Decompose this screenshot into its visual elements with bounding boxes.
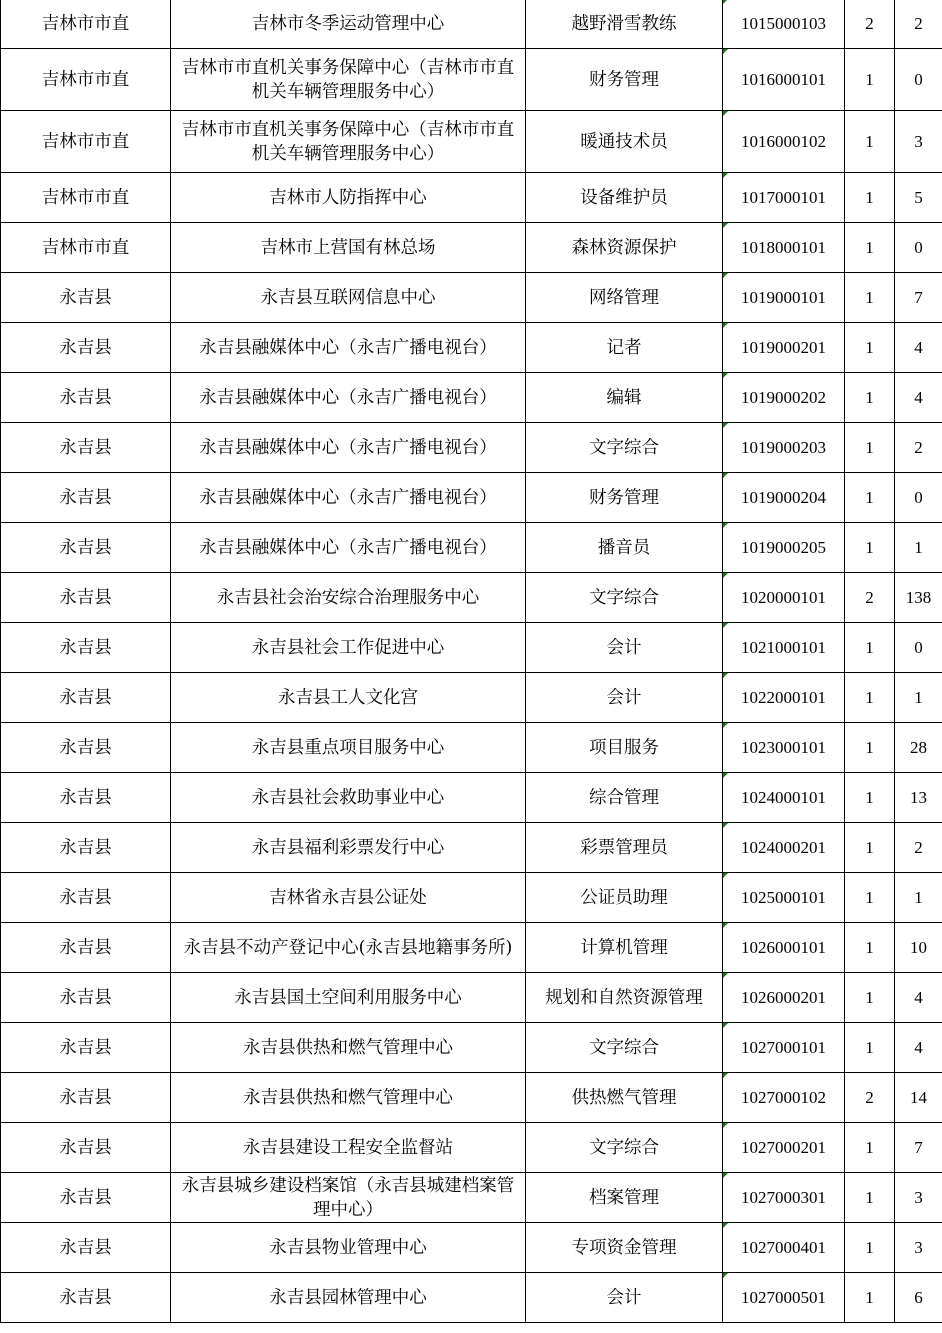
position-name-cell: 暖通技术员 (526, 111, 723, 173)
hiring-count-cell: 1 (845, 423, 895, 473)
unit-name-cell: 永吉县物业管理中心 (171, 1223, 526, 1273)
table-row (1, 323, 942, 373)
position-code-cell: 1027000401 (723, 1223, 845, 1273)
hiring-count-cell: 2 (845, 1073, 895, 1123)
position-name-cell: 播音员 (526, 523, 723, 573)
position-code-cell: 1019000201 (723, 323, 845, 373)
region-cell: 永吉县 (1, 1023, 171, 1073)
position-name-cell: 专项资金管理 (526, 1223, 723, 1273)
applicant-count-cell: 13 (895, 773, 942, 823)
hiring-count-cell: 1 (845, 723, 895, 773)
applicant-count-cell: 4 (895, 373, 942, 423)
position-code-cell: 1024000101 (723, 773, 845, 823)
region-cell: 吉林市市直 (1, 0, 171, 49)
position-name-cell: 综合管理 (526, 773, 723, 823)
unit-name-cell: 永吉县福利彩票发行中心 (171, 823, 526, 873)
position-name-cell: 网络管理 (526, 273, 723, 323)
position-name-cell: 编辑 (526, 373, 723, 423)
applicant-count-cell: 0 (895, 623, 942, 673)
unit-name-cell: 吉林市冬季运动管理中心 (171, 0, 526, 49)
applicant-count-cell: 0 (895, 223, 942, 273)
table-row (1, 1173, 942, 1223)
position-name-cell: 规划和自然资源管理 (526, 973, 723, 1023)
applicant-count-cell: 4 (895, 1023, 942, 1073)
applicant-count-cell: 7 (895, 273, 942, 323)
region-cell: 永吉县 (1, 523, 171, 573)
position-name-cell: 财务管理 (526, 49, 723, 111)
hiring-count-cell: 1 (845, 823, 895, 873)
applicant-count-cell: 138 (895, 573, 942, 623)
table-row (1, 773, 942, 823)
position-name-cell: 会计 (526, 673, 723, 723)
hiring-count-cell: 1 (845, 111, 895, 173)
hiring-count-cell: 1 (845, 973, 895, 1023)
applicant-count-cell: 1 (895, 873, 942, 923)
hiring-count-cell: 1 (845, 1173, 895, 1223)
applicant-count-cell: 1 (895, 523, 942, 573)
region-cell: 永吉县 (1, 423, 171, 473)
table-row (1, 673, 942, 723)
hiring-count-cell: 1 (845, 223, 895, 273)
region-cell: 永吉县 (1, 1073, 171, 1123)
table-row (1, 273, 942, 323)
region-cell: 永吉县 (1, 873, 171, 923)
region-cell: 永吉县 (1, 823, 171, 873)
table-row (1, 111, 942, 173)
table-row (1, 223, 942, 273)
unit-name-cell: 永吉县不动产登记中心(永吉县地籍事务所) (171, 923, 526, 973)
table-row (1, 523, 942, 573)
unit-name-cell: 永吉县建设工程安全监督站 (171, 1123, 526, 1173)
applicant-count-cell: 0 (895, 473, 942, 523)
applicant-count-cell: 3 (895, 1223, 942, 1273)
unit-name-cell: 永吉县融媒体中心（永吉广播电视台） (171, 523, 526, 573)
applicant-count-cell: 2 (895, 0, 942, 49)
position-code-cell: 1019000202 (723, 373, 845, 423)
region-cell: 永吉县 (1, 1223, 171, 1273)
unit-name-cell: 永吉县融媒体中心（永吉广播电视台） (171, 323, 526, 373)
applicant-count-cell: 2 (895, 823, 942, 873)
unit-name-cell: 永吉县园林管理中心 (171, 1273, 526, 1323)
position-code-cell: 1017000101 (723, 173, 845, 223)
position-name-cell: 财务管理 (526, 473, 723, 523)
region-cell: 永吉县 (1, 673, 171, 723)
hiring-count-cell: 2 (845, 0, 895, 49)
unit-name-cell: 永吉县社会工作促进中心 (171, 623, 526, 673)
position-code-cell: 1019000204 (723, 473, 845, 523)
region-cell: 永吉县 (1, 773, 171, 823)
unit-name-cell: 永吉县城乡建设档案馆（永吉县城建档案管理中心） (171, 1173, 526, 1223)
region-cell: 吉林市市直 (1, 111, 171, 173)
position-code-cell: 1022000101 (723, 673, 845, 723)
hiring-count-cell: 1 (845, 773, 895, 823)
region-cell: 永吉县 (1, 473, 171, 523)
position-name-cell: 文字综合 (526, 423, 723, 473)
applicant-count-cell: 14 (895, 1073, 942, 1123)
position-name-cell: 文字综合 (526, 1023, 723, 1073)
hiring-count-cell: 1 (845, 323, 895, 373)
table-row (1, 423, 942, 473)
table-row (1, 49, 942, 111)
hiring-count-cell: 1 (845, 1223, 895, 1273)
position-code-cell: 1023000101 (723, 723, 845, 773)
table-row (1, 823, 942, 873)
table-row (1, 173, 942, 223)
region-cell: 永吉县 (1, 923, 171, 973)
position-name-cell: 森林资源保护 (526, 223, 723, 273)
applicant-count-cell: 3 (895, 111, 942, 173)
position-code-cell: 1016000102 (723, 111, 845, 173)
hiring-count-cell: 1 (845, 473, 895, 523)
position-name-cell: 文字综合 (526, 573, 723, 623)
table-body (1, 0, 942, 1323)
region-cell: 吉林市市直 (1, 173, 171, 223)
unit-name-cell: 永吉县互联网信息中心 (171, 273, 526, 323)
position-code-cell: 1019000203 (723, 423, 845, 473)
unit-name-cell: 吉林市市直机关事务保障中心（吉林市市直机关车辆管理服务中心） (171, 49, 526, 111)
hiring-count-cell: 1 (845, 923, 895, 973)
unit-name-cell: 永吉县社会治安综合治理服务中心 (171, 573, 526, 623)
applicant-count-cell: 4 (895, 973, 942, 1023)
table-row (1, 0, 942, 49)
position-name-cell: 越野滑雪教练 (526, 0, 723, 49)
applicant-count-cell: 28 (895, 723, 942, 773)
unit-name-cell: 吉林市上营国有林总场 (171, 223, 526, 273)
applicant-count-cell: 2 (895, 423, 942, 473)
applicant-count-cell: 4 (895, 323, 942, 373)
hiring-count-cell: 2 (845, 573, 895, 623)
hiring-count-cell: 1 (845, 173, 895, 223)
position-code-cell: 1018000101 (723, 223, 845, 273)
region-cell: 永吉县 (1, 373, 171, 423)
region-cell: 永吉县 (1, 1123, 171, 1173)
position-code-cell: 1027000501 (723, 1273, 845, 1323)
position-code-cell: 1026000201 (723, 973, 845, 1023)
unit-name-cell: 永吉县融媒体中心（永吉广播电视台） (171, 473, 526, 523)
position-name-cell: 彩票管理员 (526, 823, 723, 873)
table-row (1, 973, 942, 1023)
applicant-count-cell: 5 (895, 173, 942, 223)
applicant-count-cell: 1 (895, 673, 942, 723)
position-code-cell: 1015000103 (723, 0, 845, 49)
region-cell: 永吉县 (1, 273, 171, 323)
unit-name-cell: 永吉县融媒体中心（永吉广播电视台） (171, 373, 526, 423)
table-row (1, 1023, 942, 1073)
position-name-cell: 供热燃气管理 (526, 1073, 723, 1123)
table-row (1, 473, 942, 523)
applicant-count-cell: 10 (895, 923, 942, 973)
applicant-count-cell: 6 (895, 1273, 942, 1323)
position-code-cell: 1019000101 (723, 273, 845, 323)
unit-name-cell: 吉林省永吉县公证处 (171, 873, 526, 923)
position-name-cell: 记者 (526, 323, 723, 373)
table-row (1, 1123, 942, 1173)
position-code-cell: 1019000205 (723, 523, 845, 573)
position-code-cell: 1024000201 (723, 823, 845, 873)
position-code-cell: 1016000101 (723, 49, 845, 111)
region-cell: 永吉县 (1, 1273, 171, 1323)
region-cell: 永吉县 (1, 1173, 171, 1223)
region-cell: 永吉县 (1, 973, 171, 1023)
region-cell: 永吉县 (1, 323, 171, 373)
table-row (1, 373, 942, 423)
hiring-count-cell: 1 (845, 523, 895, 573)
applicant-count-cell: 0 (895, 49, 942, 111)
table-row (1, 623, 942, 673)
hiring-count-cell: 1 (845, 873, 895, 923)
position-name-cell: 计算机管理 (526, 923, 723, 973)
unit-name-cell: 吉林市市直机关事务保障中心（吉林市市直机关车辆管理服务中心） (171, 111, 526, 173)
table-row (1, 1273, 942, 1323)
table-row (1, 1223, 942, 1273)
unit-name-cell: 永吉县重点项目服务中心 (171, 723, 526, 773)
position-code-cell: 1027000101 (723, 1023, 845, 1073)
position-name-cell: 会计 (526, 1273, 723, 1323)
unit-name-cell: 永吉县融媒体中心（永吉广播电视台） (171, 423, 526, 473)
hiring-count-cell: 1 (845, 49, 895, 111)
region-cell: 吉林市市直 (1, 223, 171, 273)
region-cell: 永吉县 (1, 573, 171, 623)
unit-name-cell: 永吉县供热和燃气管理中心 (171, 1023, 526, 1073)
position-code-cell: 1020000101 (723, 573, 845, 623)
hiring-count-cell: 1 (845, 1123, 895, 1173)
table-row (1, 573, 942, 623)
applicant-count-cell: 3 (895, 1173, 942, 1223)
position-code-cell: 1027000102 (723, 1073, 845, 1123)
position-code-cell: 1025000101 (723, 873, 845, 923)
unit-name-cell: 吉林市人防指挥中心 (171, 173, 526, 223)
position-code-cell: 1027000301 (723, 1173, 845, 1223)
position-code-cell: 1026000101 (723, 923, 845, 973)
hiring-count-cell: 1 (845, 623, 895, 673)
position-name-cell: 公证员助理 (526, 873, 723, 923)
position-name-cell: 文字综合 (526, 1123, 723, 1173)
table-row (1, 1073, 942, 1123)
region-cell: 永吉县 (1, 623, 171, 673)
unit-name-cell: 永吉县工人文化宫 (171, 673, 526, 723)
position-name-cell: 项目服务 (526, 723, 723, 773)
unit-name-cell: 永吉县供热和燃气管理中心 (171, 1073, 526, 1123)
hiring-count-cell: 1 (845, 373, 895, 423)
table-row (1, 923, 942, 973)
position-name-cell: 会计 (526, 623, 723, 673)
region-cell: 永吉县 (1, 723, 171, 773)
hiring-count-cell: 1 (845, 673, 895, 723)
table-row (1, 723, 942, 773)
unit-name-cell: 永吉县国土空间利用服务中心 (171, 973, 526, 1023)
position-code-cell: 1027000201 (723, 1123, 845, 1173)
position-name-cell: 档案管理 (526, 1173, 723, 1223)
position-name-cell: 设备维护员 (526, 173, 723, 223)
position-code-cell: 1021000101 (723, 623, 845, 673)
applicant-count-cell: 7 (895, 1123, 942, 1173)
hiring-count-cell: 1 (845, 1273, 895, 1323)
hiring-count-cell: 1 (845, 273, 895, 323)
hiring-count-cell: 1 (845, 1023, 895, 1073)
table-row (1, 873, 942, 923)
unit-name-cell: 永吉县社会救助事业中心 (171, 773, 526, 823)
region-cell: 吉林市市直 (1, 49, 171, 111)
